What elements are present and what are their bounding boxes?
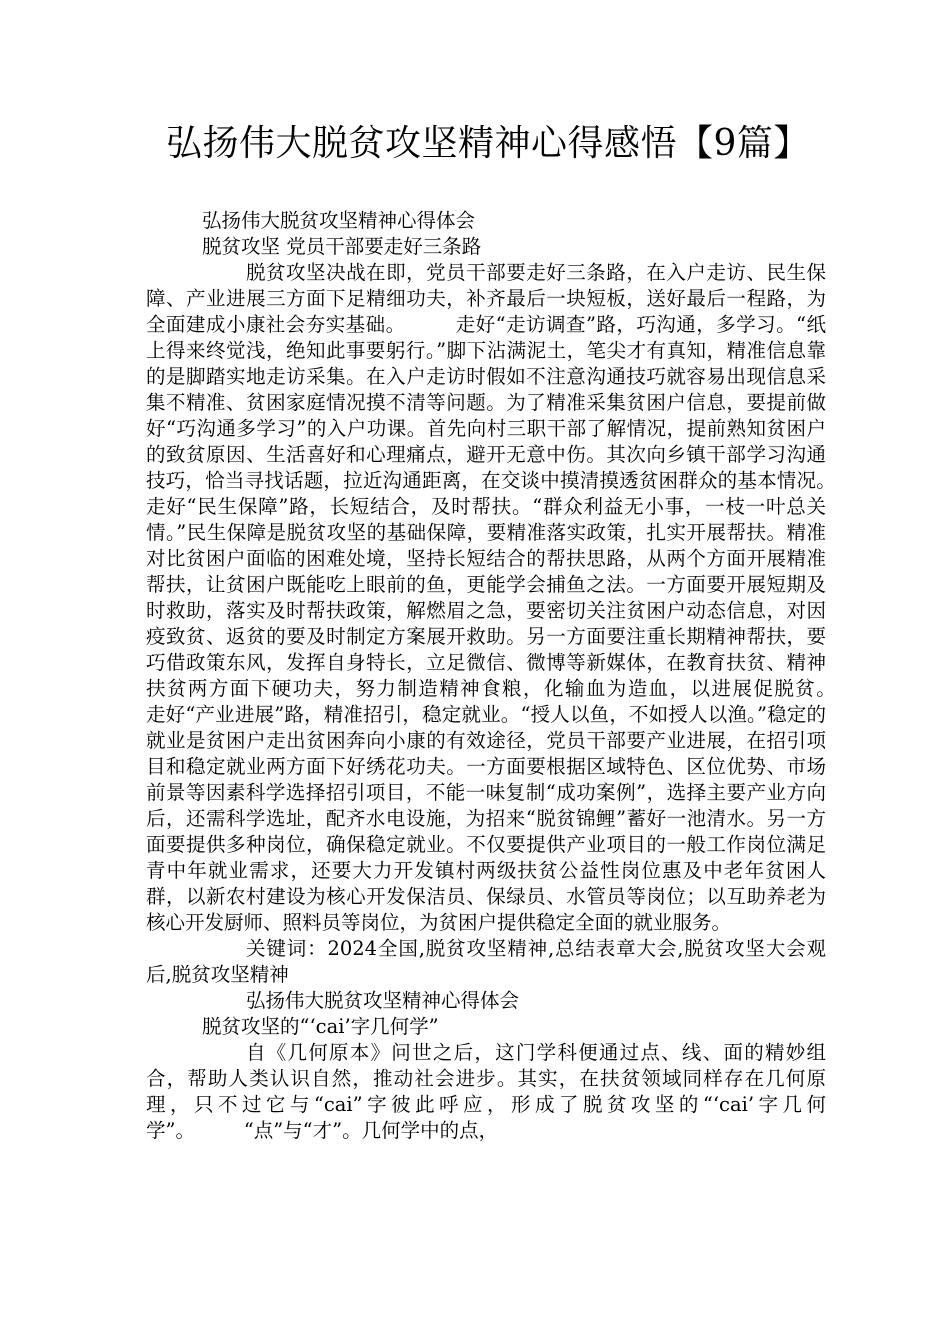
section-heading: 弘扬伟大脱贫攻坚精神心得体会 (202, 209, 476, 232)
section-subheading: 脱贫攻坚的“‘cai’字几何学” (202, 1015, 439, 1038)
document-page (146, 120, 885, 1144)
section-heading: 弘扬伟大脱贫攻坚精神心得体会 (246, 989, 520, 1012)
body-paragraph: 自《几何原本》问世之后，这门学科便通过点、线、面的精妙组合，帮助人类认识自然，推动社会进步。其实，在扶贫领域同样存在几何原理，只不过它与“cai”字彼此呼应，形成了脱贫攻坚的“‘cai’字几何学”。 “点”与“才”。几何学中的点， (146, 1041, 826, 1142)
document-title: 弘扬伟大脱贫攻坚精神心得感悟【9篇】 (166, 123, 810, 164)
keywords-paragraph: 关键词：2024全国,脱贫攻坚精神,总结表章大会,脱贫攻坚大会观后,脱贫攻坚精神 (146, 937, 826, 986)
section-subheading: 脱贫攻坚 党员干部要走好三条路 (202, 235, 482, 258)
body-paragraph: 脱贫攻坚决战在即，党员干部要走好三条路，在入户走访、民生保障、产业进展三方面下足精细功夫，补齐最后一块短板，送好最后一程路，为全面建成小康社会夯实基础。 走好“走访调查”路，巧沟通，多学习。“纸上得来终觉浅，绝知此事要躬行。”脚下沾满泥土，笔尖才有真知，精准信息靠的是脚踏实地走访采集。在入户走访时假如不注意沟通技巧就容易出现信息采集不精准、贫困家庭情况摸不清等问题。为了精准采集贫困户信息，要提前做好“巧沟通多学习”的入户功课。首先向村三职干部了解情况，提前熟知贫困户的致贫原因、生活喜好和心理痛点，避开无意中伤。其次向乡镇干部学习沟通技巧，恰当寻找话题，拉近沟通距离，在交谈中摸清摸透贫困群众的基本情况。 走好“民生保障”路，长短结合，及时帮扶。“群众利益无小事，一枝一叶总关情。”民生保障是脱贫攻坚的基础保障，要精准落实政策，扎实开展帮扶。精准对比贫困户面临的困难处境，坚持长短结合的帮扶思路，从两个方面开展精准帮扶，让贫困户既能吃上眼前的鱼，更能学会捕鱼之法。一方面要开展短期及时救助，落实及时帮扶政策，解燃眉之急，要密切关注贫困户动态信息，对因疫致贫、返贫的要及时制定方案展开救助。另一方面要注重长期精神帮扶，要巧借政策东风，发挥自身特长，立足微信、微博等新媒体，在教育扶贫、精神扶贫两方面下硬功夫，努力制造精神食粮，化输血为造血，以进展促脱贫。 走好“产业进展”路，精准招引，稳定就业。“授人以鱼，不如授人以渔。”稳定的就业是贫困户走出贫困奔向小康的有效途径，党员干部要产业进展，在招引项目和稳定就业两方面下好绣花功夫。一方面要根据区域特色、区位优势、市场前景等因素科学选择招引项目，不能一味复制“成功案例”，选择主要产业方向后，还需科学选址，配齐水电设施，为招来“脱贫锦鲤”蓄好一池清水。另一方面要提供多种岗位，确保稳定就业。不仅要提供产业项目的一般工作岗位满足青中年就业需求，还要大力开发镇村两级扶贫公益性岗位惠及中老年贫困人群，以新农村建设为核心开发保洁员、保绿员、水管员等岗位；以互助养老为核心开发厨师、照料员等岗位，为贫困户提供稳定全面的就业服务。 (146, 261, 885, 934)
